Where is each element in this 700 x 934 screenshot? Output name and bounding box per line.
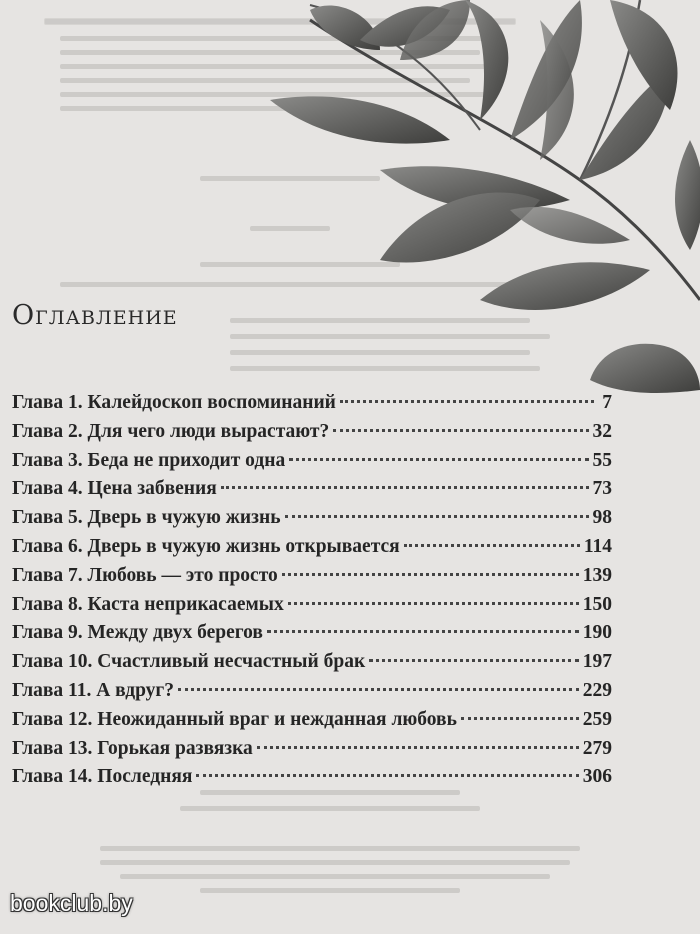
toc-entry-page: 7	[602, 392, 612, 413]
dot-leader	[221, 486, 589, 489]
dot-leader	[404, 544, 580, 547]
toc-entry-2	[12, 421, 612, 450]
toc-entry-9	[12, 622, 612, 651]
toc-entry-page: 259	[582, 708, 612, 730]
dot-leader	[288, 602, 579, 605]
toc-entry-12	[12, 709, 612, 738]
toc-entry-page: 229	[582, 679, 612, 701]
toc-entry-4	[12, 478, 612, 507]
toc-entry-title: Глава 7. Любовь — это просто	[12, 564, 278, 586]
toc-entry-title: Глава 11. А вдруг?	[12, 679, 175, 701]
toc-entry-title: Глава 12. Неожиданный враг и нежданная любовь	[12, 708, 457, 730]
toc-entry-3	[12, 450, 612, 479]
dot-leader	[267, 630, 579, 633]
toc-entry-14	[12, 766, 612, 795]
dot-leader	[461, 717, 579, 720]
toc-entry-13	[12, 738, 612, 767]
toc-entry-page: 55	[592, 449, 612, 471]
toc-entry-7	[12, 565, 612, 594]
site-watermark: bookclub.by	[10, 890, 133, 916]
dot-leader	[196, 774, 578, 777]
dot-leader	[257, 746, 579, 749]
leaf-branch-illustration	[250, 0, 700, 400]
dot-leader	[285, 515, 589, 518]
dot-leader	[282, 573, 579, 576]
toc-entry-title: Глава 5. Дверь в чужую жизнь	[12, 507, 281, 529]
toc-entry-page: 73	[592, 478, 612, 500]
toc-entry-page: 190	[582, 622, 612, 644]
toc-entry-page: 32	[592, 420, 612, 442]
toc-entry-1	[12, 392, 612, 421]
toc-entry-title: Глава 10. Счастливый несчастный брак	[12, 651, 366, 673]
toc-entry-8	[12, 594, 612, 623]
dot-leader	[289, 458, 588, 461]
toc-entry-title: Глава 2. Для чего люди вырастают?	[12, 420, 330, 442]
dot-leader	[369, 659, 579, 662]
toc-entry-title: Глава 9. Между двух берегов	[12, 622, 263, 644]
toc-entry-page: 98	[592, 507, 612, 529]
toc-entry-10	[12, 651, 612, 680]
toc-entry-5	[12, 507, 612, 536]
toc-entry-title: Глава 1. Калейдоскоп воспоминаний	[12, 392, 336, 413]
toc-heading: Оглавление	[12, 300, 178, 331]
toc-entry-page: 279	[582, 737, 612, 759]
toc-entry-page: 139	[582, 564, 612, 586]
toc-entry-11	[12, 680, 612, 709]
toc-entry-title: Глава 6. Дверь в чужую жизнь открывается	[12, 535, 400, 557]
toc-entry-6	[12, 536, 612, 565]
toc-entry-page: 306	[582, 766, 612, 788]
toc-entry-title: Глава 13. Горькая развязка	[12, 737, 253, 759]
toc-entry-title: Глава 14. Последняя	[12, 766, 193, 788]
toc-entry-page: 150	[582, 593, 612, 615]
toc-entry-page: 197	[582, 651, 612, 673]
toc-entry-title: Глава 4. Цена забвения	[12, 478, 217, 500]
dot-leader	[178, 688, 579, 691]
toc-entry-title: Глава 8. Каста неприкасаемых	[12, 593, 284, 615]
toc-entry-page: 114	[583, 535, 612, 557]
dot-leader	[340, 400, 594, 403]
dot-leader	[333, 429, 588, 432]
table-of-contents	[12, 392, 612, 795]
toc-entry-title: Глава 3. Беда не приходит одна	[12, 449, 286, 471]
